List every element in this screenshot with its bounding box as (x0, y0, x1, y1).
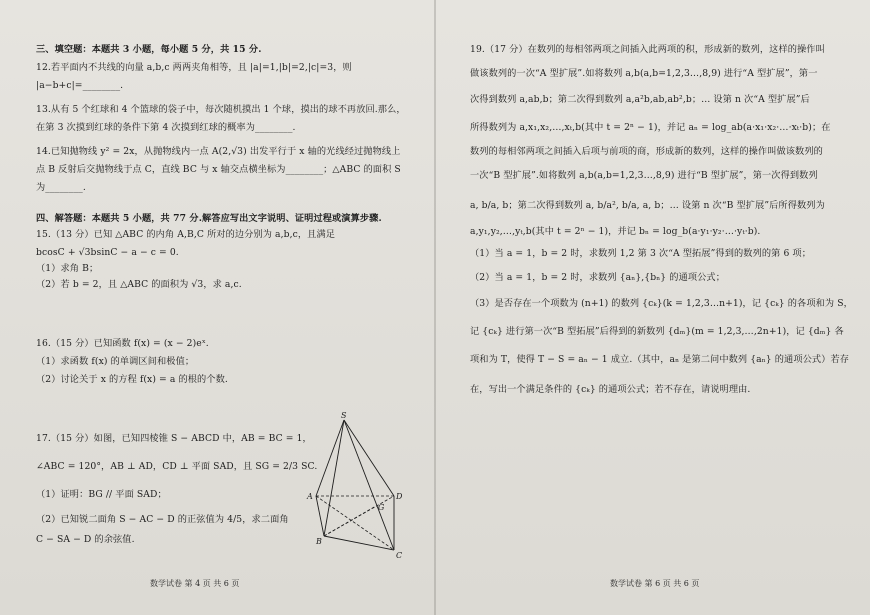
vertex-label-D: D (396, 492, 403, 501)
problem-19-part-3-line-2: 记 {cₖ} 进行第一次“B 型拓展”后得到的新数列 {dₘ}(m = 1,2,3,…,2n+1)，记 {dₘ} 各 (470, 326, 844, 337)
problem-19-line-1: 19.（17 分）在数列的每相邻两项之间插入此两项的积，形成新的数列，这样的操作叫 (470, 44, 825, 55)
left-page (0, 0, 432, 615)
right-page (438, 0, 870, 615)
problem-17-part-1: （1）证明：BG // 平面 SAD； (36, 489, 167, 500)
segment-BD (324, 496, 394, 536)
problem-17-part-2: （2）已知锐二面角 S − AC − D 的正弦值为 4/5，求二面角 (36, 514, 289, 525)
vertex-label-C: C (396, 551, 403, 560)
edge-SA (316, 420, 344, 496)
problem-19-part-3-line-1: （3）是否存在一个项数为 (n+1) 的数列 {cₖ}(k = 1,2,3…n+1)，记 {cₖ} 的各项和为 S， (470, 298, 853, 309)
problem-15-line-1: 15.（13 分）已知 △ABC 的内角 A,B,C 所对的边分别为 a,b,c，且满足 (36, 229, 336, 240)
problem-19-line-5: 数列的每相邻两项之间插入后项与前项的商，形成新的数列，这样的操作叫做该数列的 (470, 146, 823, 157)
right-page-footer: 数学试卷 第 6 页 共 6 页 (610, 579, 700, 588)
problem-19-part-1: （1）当 a = 1，b = 2 时，求数列 1,2 第 3 次“A 型拓展”得到的数列的第 6 项； (470, 248, 811, 259)
problem-19-line-2: 做该数列的一次“A 型扩展”.如将数列 a,b(a,b=1,2,3…,8,9) 进行“A 型扩展”，第一 (470, 68, 818, 79)
problem-19-line-4: 所得数列为 a,x₁,x₂,…,xₜ,b(其中 t = 2ⁿ − 1)，并记 aₙ = log_ab(a·x₁·x₂·…·xₜ·b)；在 (470, 122, 831, 133)
edge-AB (316, 496, 324, 536)
problem-19-part-2: （2）当 a = 1，b = 2 时，求数列 {aₙ},{bₙ} 的通项公式； (470, 272, 725, 283)
page-divider (434, 0, 436, 615)
problem-14-line-3: 为________. (36, 182, 86, 193)
left-page-footer: 数学试卷 第 4 页 共 6 页 (150, 579, 240, 588)
problem-16-part-1: （1）求函数 f(x) 的单调区间和极值； (36, 356, 195, 367)
vertex-label-A: A (307, 492, 313, 501)
problem-19-part-3-line-3: 项和为 T，使得 T − S = aₙ − 1 成立.（其中，aₙ 是第二问中数列 {aₙ} 的通项公式）若存 (470, 354, 850, 365)
vertex-label-G: G (378, 503, 385, 512)
problem-15-part-1: （1）求角 B； (36, 263, 99, 274)
problem-14-line-2: 点 B 反射后交抛物线于点 C，直线 BC 与 x 轴交点横坐标为________；△ABC 的面积 S (36, 164, 401, 175)
problem-19-part-3-line-4: 在，写出一个满足条件的 {cₖ} 的通项公式；若不存在，请说明理由. (470, 384, 751, 395)
problem-19-line-8: a,y₁,y₂,…,yₜ,b(其中 t = 2ⁿ − 1)，并记 bₙ = log_b(a·y₁·y₂·…·yₜ·b). (470, 226, 761, 237)
vertex-label-B: B (316, 537, 322, 546)
problem-16-part-2: （2）讨论关于 x 的方程 f(x) = a 的根的个数. (36, 374, 228, 385)
problem-15-part-2: （2）若 b = 2，且 △ABC 的面积为 √3，求 a,c. (36, 279, 242, 290)
problem-17-line-1: 17.（15 分）如图，已知四棱锥 S − ABCD 中，AB = BC = 1， (36, 433, 312, 444)
problem-12-line-1: 12.若平面内不共线的向量 a,b,c 两两夹角相等，且 |a|=1,|b|=2,|c|=3，则 (36, 62, 352, 73)
problem-15-line-2: bcosC + √3bsinC − a − c = 0. (36, 247, 179, 258)
problem-17-line-2: ∠ABC = 120°，AB ⊥ AD，CD ⊥ 平面 SAD，且 SG = 2/3 SC. (36, 461, 318, 472)
problem-19-line-3: 次得到数列 a,ab,b；第二次得到数列 a,a²b,ab,ab²,b；… 设第 n 次“A 型扩展”后 (470, 94, 810, 105)
problem-17-part-2-cont: C − SA − D 的余弦值. (36, 534, 135, 545)
pyramid-figure (304, 410, 412, 562)
problem-16-line-1: 16.（15 分）已知函数 f(x) = (x − 2)eˣ. (36, 338, 209, 349)
section-heading-solutions: 四、解答题：本题共 5 小题，共 77 分.解答应写出文字说明、证明过程或演算步骤. (36, 213, 382, 224)
section-heading-fill-blank: 三、填空题：本题共 3 小题，每小题 5 分，共 15 分. (36, 44, 262, 55)
problem-14-line-1: 14.已知抛物线 y² = 2x，从抛物线内一点 A(2,√3) 出发平行于 x 轴的光线经过抛物线上 (36, 146, 401, 157)
pyramid-diagram (304, 410, 412, 562)
problem-12-line-2: |a−b+c|=________. (36, 80, 124, 91)
vertex-label-S: S (341, 411, 347, 420)
problem-13-line-2: 在第 3 次摸到红球的条件下第 4 次摸到红球的概率为________. (36, 122, 296, 133)
problem-19-line-7: a, b/a, b；第二次得到数列 a, b/a², b/a, a, b；… 设第 n 次“B 型扩展”后所得数列为 (470, 200, 825, 211)
problem-13-line-1: 13.从有 5 个红球和 4 个篮球的袋子中，每次随机摸出 1 个球，摸出的球不再放回.那么， (36, 104, 406, 115)
edge-SB (324, 420, 344, 536)
problem-19-line-6: 一次“B 型扩展”.如将数列 a,b(a,b=1,2,3…,8,9) 进行“B 型扩展”，第一次得到数列 (470, 170, 818, 181)
